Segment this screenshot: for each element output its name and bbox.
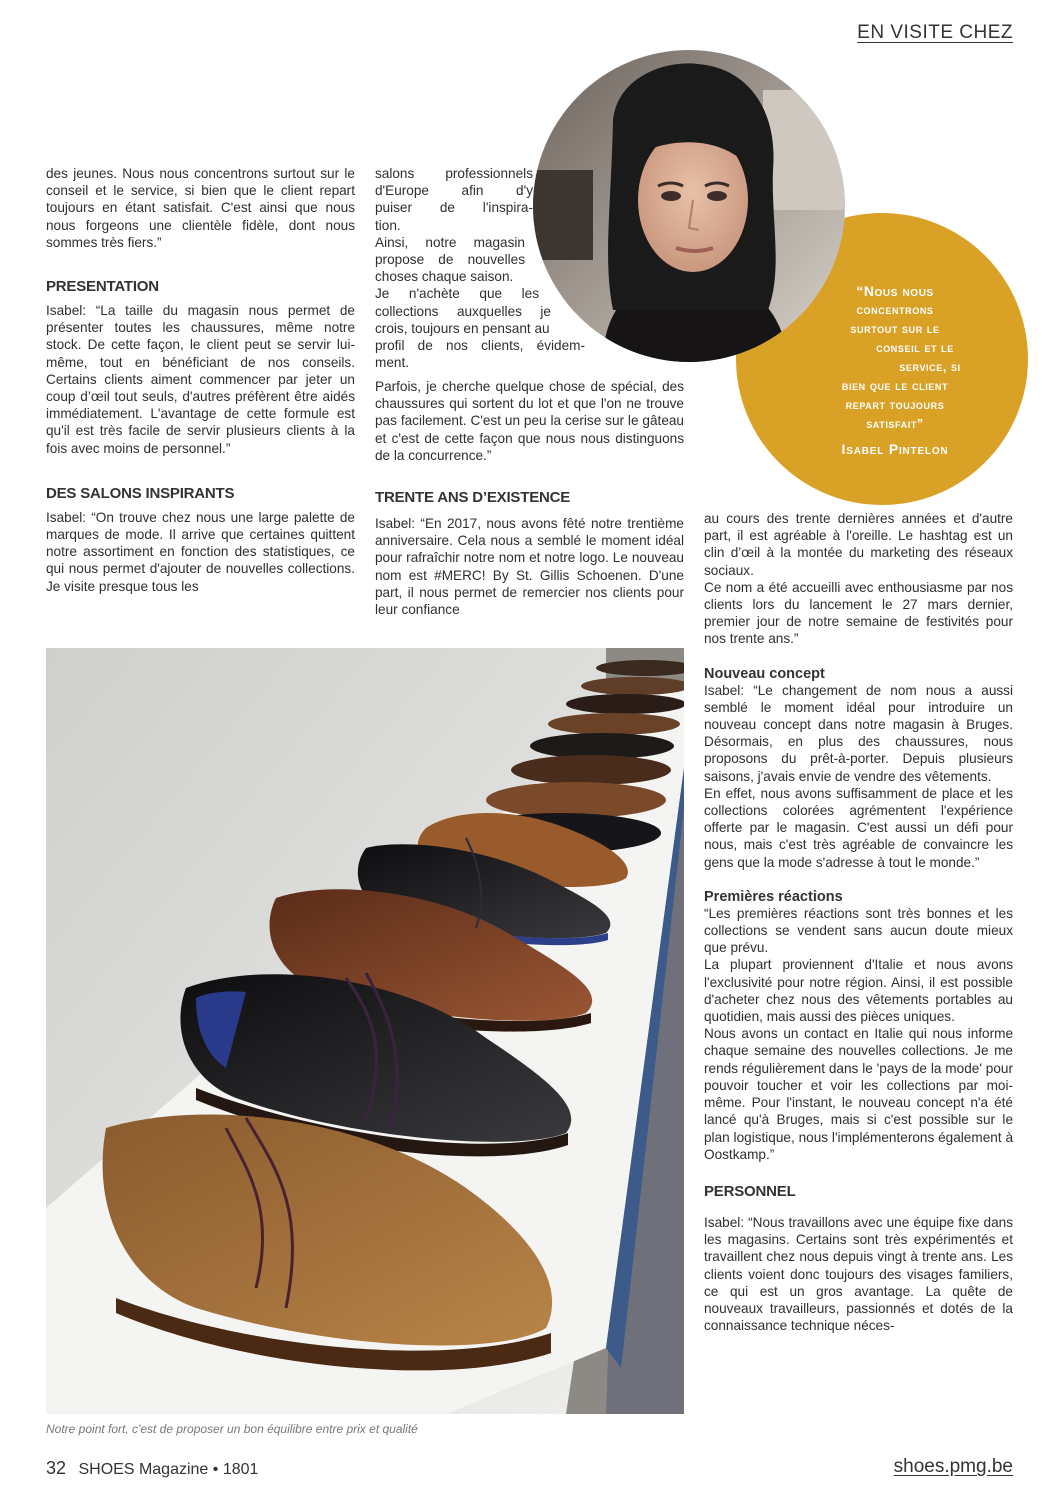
quote-line: surtout sur le — [850, 322, 940, 336]
paragraph-reactions-1: “Les premières réactions sont très bonnes et les collections se vendent sans aucun doute mieux que prévu. — [704, 905, 1013, 956]
col2-line: collections auxquelles je — [375, 303, 551, 319]
quote-line: conseil et le — [876, 341, 954, 355]
quote-line: concentrons — [856, 303, 934, 317]
paragraph-parfois: Parfois, je cherche quelque chose de spécial, des chaussures qui sortent du lot et que l'on ne trouve pas facilement. C'est un peu la cerise sur le gâteau et c'est de cette façon que nous nous distinguons de la concurrence.” — [375, 379, 684, 463]
paragraph-reactions-2: La plupart proviennent d'Italie et nous avons l'exclusivité pour notre région. Ainsi, il est possible d'acheter chez nous des vêtements portables au quotidien, mais aussi des pièces uniques. — [704, 957, 1013, 1025]
paragraph-salons: Isabel: “On trouve chez nous une large palette de marques de mode. Il arrive que certaines quittent notre assortiment en fonction des statistiques, ce qui nous permet d'ajouter de nouvelles collections. Je visite presque tous les — [46, 509, 355, 594]
section-tag: EN VISITE CHEZ — [857, 22, 1013, 43]
col2-line: puiser de l'inspira- — [375, 200, 533, 216]
col2-line: Je n'achète que les — [375, 286, 539, 302]
quote-line: repart toujours — [845, 398, 945, 412]
col2-line: Ainsi, notre magasin — [375, 234, 525, 250]
quote-line: bien que le client — [841, 379, 949, 393]
heading-personnel: PERSONNEL — [704, 1182, 796, 1200]
footer-left — [46, 1458, 258, 1479]
shoes-illustration — [46, 648, 684, 1414]
col2-line: choses chaque saison. — [375, 269, 514, 285]
col2-line: crois, toujours en pensant au — [375, 320, 550, 336]
col2-line: propose de nouvelles — [375, 252, 525, 268]
col2-line: salons professionnels — [375, 166, 533, 181]
quote-line: service, si — [899, 360, 961, 374]
quote-author: Isabel Pintelon — [841, 441, 949, 457]
magazine-issue: SHOES Magazine • 1801 — [78, 1461, 259, 1478]
paragraph-nom: Ce nom a été accueilli avec enthousiasme par nos clients lors du lancement le 27 mars dernier, premier jour de notre semaine de festivités pour nos trente ans.” — [704, 579, 1013, 647]
paragraph-reactions-3: Nous avons un contact en Italie qui nous informe chaque semaine des nouvelles collections. Je me rends régulièrement dans le 'pays de la mode' pour pouvoir toucher et voir les collections par moi-même. Pour l'instant, le nouveau concept n'a été lancé qu'à Bruges, mais si c'est possible sur le plan logistique, nous l'implémenterons également à Oostkamp.” — [704, 1026, 1013, 1162]
column-2-bottom — [375, 378, 684, 618]
paragraph-concept-1: Isabel: “Le changement de nom nous a aussi semblé le moment idéal pour introduire un nouveau concept dans notre magasin à Bruges. Désormais, en plus des chaussures, nous proposons du prêt-à-porter. Depuis plusieurs saisons, j'avais envie de vendre des vêtements. — [704, 682, 1013, 784]
intro-paragraph: des jeunes. Nous nous concentrons surtout sur le conseil et le service, si bien que le client repart toujours en étant satisfait. C'est ainsi que nous nous forgeons une clientèle fidèle, dont nous sommes très fiers.” — [46, 166, 355, 250]
heading-trente-ans: TRENTE ANS D’EXISTENCE — [375, 489, 571, 507]
col2-line: tion. — [375, 217, 401, 233]
pull-quote — [780, 282, 1010, 434]
paragraph-presentation: Isabel: “La taille du magasin nous permet de présenter toutes les chaussures, même notre stock. De cette façon, le client peut se servir lui-même, tout en bénéficiant de nos conseils. Certains clients aiment commencer par jeter un coup d’œil tout seuls, d'autres préfèrent être aidés immédiatement. L'avantage de cette formule est qu'il est très facile de servir plusieurs clients à la fois avec moins de personnel.” — [46, 303, 355, 456]
heading-premieres-reactions: Premières réactions — [704, 888, 843, 905]
col2-line: profil de nos clients, évidem- — [375, 338, 585, 354]
paragraph-trente-ans: Isabel: “En 2017, nous avons fêté notre trentième anniversaire. Cela nous a semblé le moment idéal pour rafraîchir notre nom et notre logo. Le nouveau nom est #MERC! By St. Gillis Schoenen. D'une part, il nous permet de remercier nos clients pour leur confiance — [375, 516, 684, 618]
shoes-photo — [46, 648, 684, 1414]
website-link[interactable]: shoes.pmg.be — [893, 1456, 1013, 1477]
col2-line: d'Europe afin d'y — [375, 183, 533, 199]
heading-nouveau-concept: Nouveau concept — [704, 665, 825, 682]
paragraph-personnel: Isabel: “Nous travaillons avec une équipe fixe dans les magasins. Certains sont très expérimentés et travaillent chez nous depuis vingt à trente ans. Les clients voient donc toujours des visages familiers, ce qui est un gros avantage. La quête de nouveaux travailleurs, passionnés et dotés de la connaissance technique néces- — [704, 1214, 1013, 1334]
heading-salons: DES SALONS INSPIRANTS — [46, 484, 235, 502]
col2-line: ment. — [375, 355, 409, 371]
photo-caption: Notre point fort, c'est de proposer un bon équilibre entre prix et qualité — [46, 1422, 418, 1436]
paragraph-continued: au cours des trente dernières années et d'autre part, il est agréable à l'oreille. Le hashtag est un clin d’œil à la montée du marketing des réseaux sociaux. — [704, 511, 1013, 578]
column-3 — [704, 510, 1013, 1334]
paragraph-concept-2: En effet, nous avons suffisamment de place et les collections colorées agrémentent l'expérience offerte par le magasin. C'est aussi un défi pour nous, mais c'est très agréable de convaincre les gens que la mode s'adresse à tout le monde.” — [704, 785, 1013, 870]
column-1 — [46, 165, 355, 595]
quote-line: satisfait” — [866, 417, 924, 431]
heading-presentation: PRESENTATION — [46, 278, 159, 296]
quote-line: “Nous nous — [856, 283, 934, 299]
page-number: 32 — [46, 1458, 67, 1478]
